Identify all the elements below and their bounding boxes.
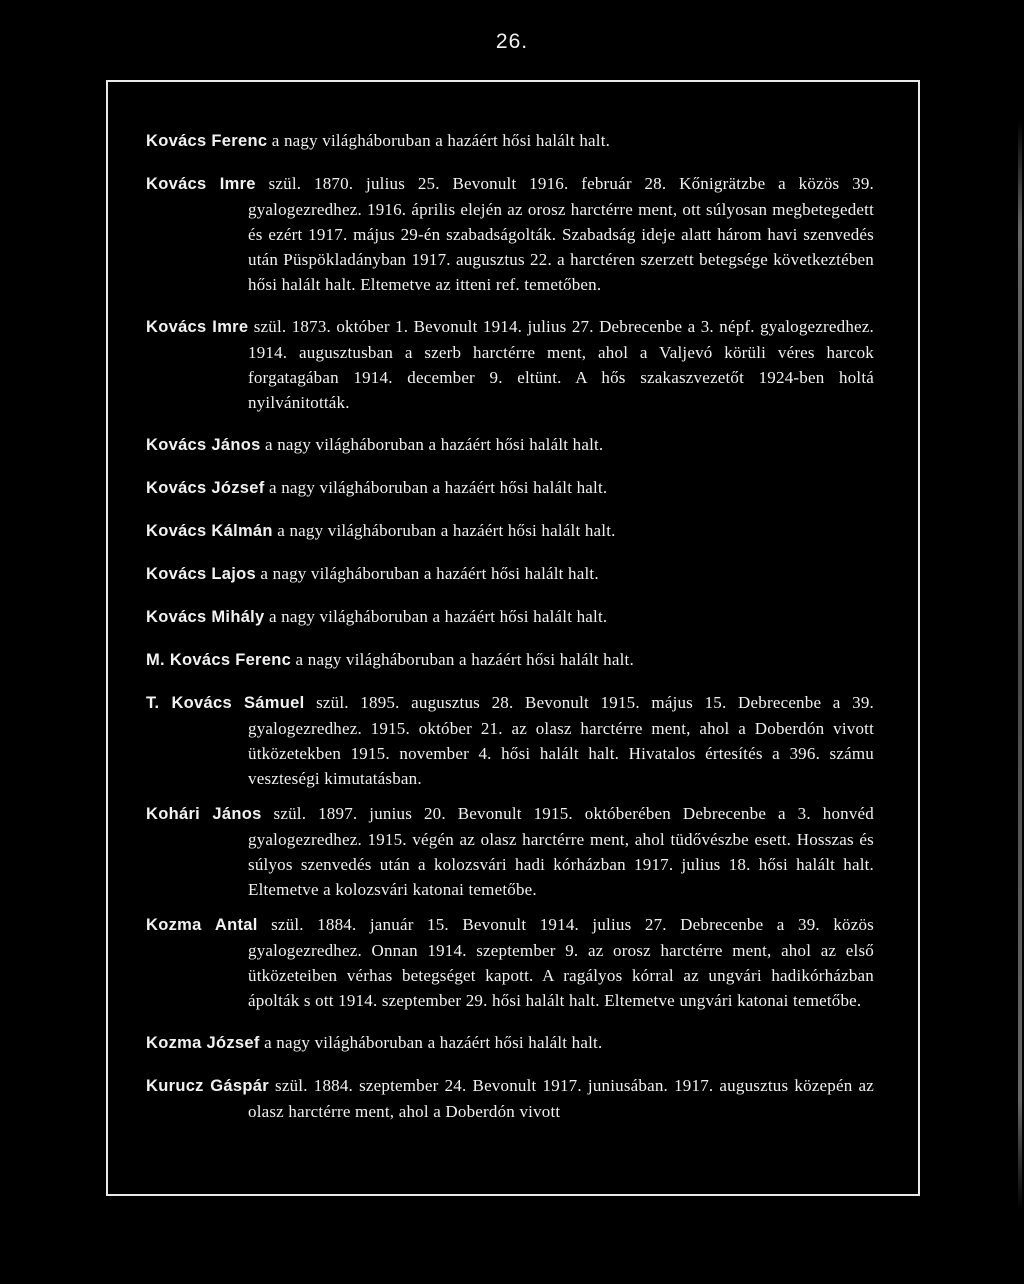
entry-text: szül. 1895. augusztus 28. Bevonult 1915. május 15. Debrecenbe a 39. gyalogezredhez. 1915. október 21. az olasz harctérre ment, ahol a Doberdón vivott ütközetekben 1915. november 4. hősi halált halt. Hivatalos értesítés a 396. számu veszteségi kimutatásban. — [248, 693, 874, 788]
entry-text: szül. 1873. október 1. Bevonult 1914. julius 27. Debrecenbe a 3. népf. gyalogezredhez. 1914. augusztusban a szerb harctérre ment, ahol a Valjevó körüli véres harcok forgatagában 1914. december 9. eltünt. A hős szakaszvezetőt 1924-ben holtá nyilvánitották. — [248, 317, 874, 412]
entry-name: T. Kovács Sámuel — [146, 694, 305, 712]
list-item — [146, 518, 874, 544]
entry-text: szül. 1870. julius 25. Bevonult 1916. február 28. Kőnigrätzbe a közös 39. gyalogezredhez. 1916. április elején az orosz harctérre ment, ott súlyosan megbetegedett és ezért 1917. május 29-én szabadságolták. Szabadság ideje alatt három havi szenvedés után Püspökladányban 1917. augusztus 22. a harctéren szerzett betegsége következtében hősi halált halt. Eltemetve az itteni ref. temetőben. — [248, 174, 874, 294]
entry-name: Kozma József — [146, 1034, 260, 1052]
entry-name: Kohári János — [146, 805, 262, 823]
list-item — [146, 647, 874, 673]
list-item — [146, 561, 874, 587]
list-item — [146, 912, 874, 1013]
entry-name: Kovács Imre — [146, 175, 256, 193]
list-item — [146, 690, 874, 791]
entry-text: szül. 1884. szeptember 24. Bevonult 1917. juniusában. 1917. augusztus közepén az olasz harctérre ment, ahol a Doberdón vivott — [248, 1076, 874, 1121]
entry-name: M. Kovács Ferenc — [146, 651, 292, 669]
entry-text: a nagy világháboruban a hazáért hősi halált halt. — [260, 435, 604, 454]
entry-text: a nagy világháboruban a hazáért hősi halált halt. — [264, 607, 608, 626]
entry-text: a nagy világháboruban a hazáért hősi halált halt. — [255, 564, 599, 583]
entry-text: a nagy világháboruban a hazáért hősi halált halt. — [264, 478, 608, 497]
entry-name: Kovács Imre — [146, 318, 249, 336]
list-item — [146, 1073, 874, 1124]
entry-name: Kurucz Gáspár — [146, 1077, 269, 1095]
scan-edge — [1018, 120, 1022, 1210]
list-item — [146, 475, 874, 501]
entry-name: Kovács Ferenc — [146, 132, 268, 150]
list-item — [146, 432, 874, 458]
list-item — [146, 604, 874, 630]
entry-name: Kovács Kálmán — [146, 522, 273, 540]
entry-text: szül. 1884. január 15. Bevonult 1914. julius 27. Debrecenbe a 39. közös gyalogezredhez. Onnan 1914. szeptember 9. az orosz harctérre ment, ahol az első ütközeteiben vérhas betegséget kapott. A ragályos kórral az ungvári hadikórházban ápolták s ott 1914. szeptember 29. hősi halált halt. Eltemetve ungvári katonai temetőbe. — [248, 915, 874, 1010]
list-item — [146, 1030, 874, 1056]
list-item — [146, 171, 874, 297]
entry-name: Kovács Mihály — [146, 608, 265, 626]
entry-name: Kovács József — [146, 479, 265, 497]
entry-text: a nagy világháboruban a hazáért hősi halált halt. — [272, 521, 616, 540]
page-number: 26. — [495, 30, 529, 53]
entry-name: Kozma Antal — [146, 916, 258, 934]
list-item — [146, 128, 874, 154]
entry-name: Kovács Lajos — [146, 565, 256, 583]
entry-name: Kovács János — [146, 436, 261, 454]
entry-text: szül. 1897. junius 20. Bevonult 1915. októberében Debrecenbe a 3. honvéd gyalogezredhez. 1915. végén az olasz harctérre ment, ahol tüdővészbe esett. Hosszas és súlyos szenvedés után a kolozsvári hadi kórházban 1917. julius 18. hősi halált halt. Eltemetve a kolozsvári katonai temetőbe. — [248, 804, 874, 899]
list-item — [146, 314, 874, 415]
entry-list — [146, 128, 874, 1133]
entry-text: a nagy világháboruban a hazáért hősi halált halt. — [259, 1033, 603, 1052]
entry-text: a nagy világháboruban a hazáért hősi halált halt. — [267, 131, 611, 150]
entry-text: a nagy világháboruban a hazáért hősi halált halt. — [291, 650, 634, 669]
list-item — [146, 801, 874, 902]
